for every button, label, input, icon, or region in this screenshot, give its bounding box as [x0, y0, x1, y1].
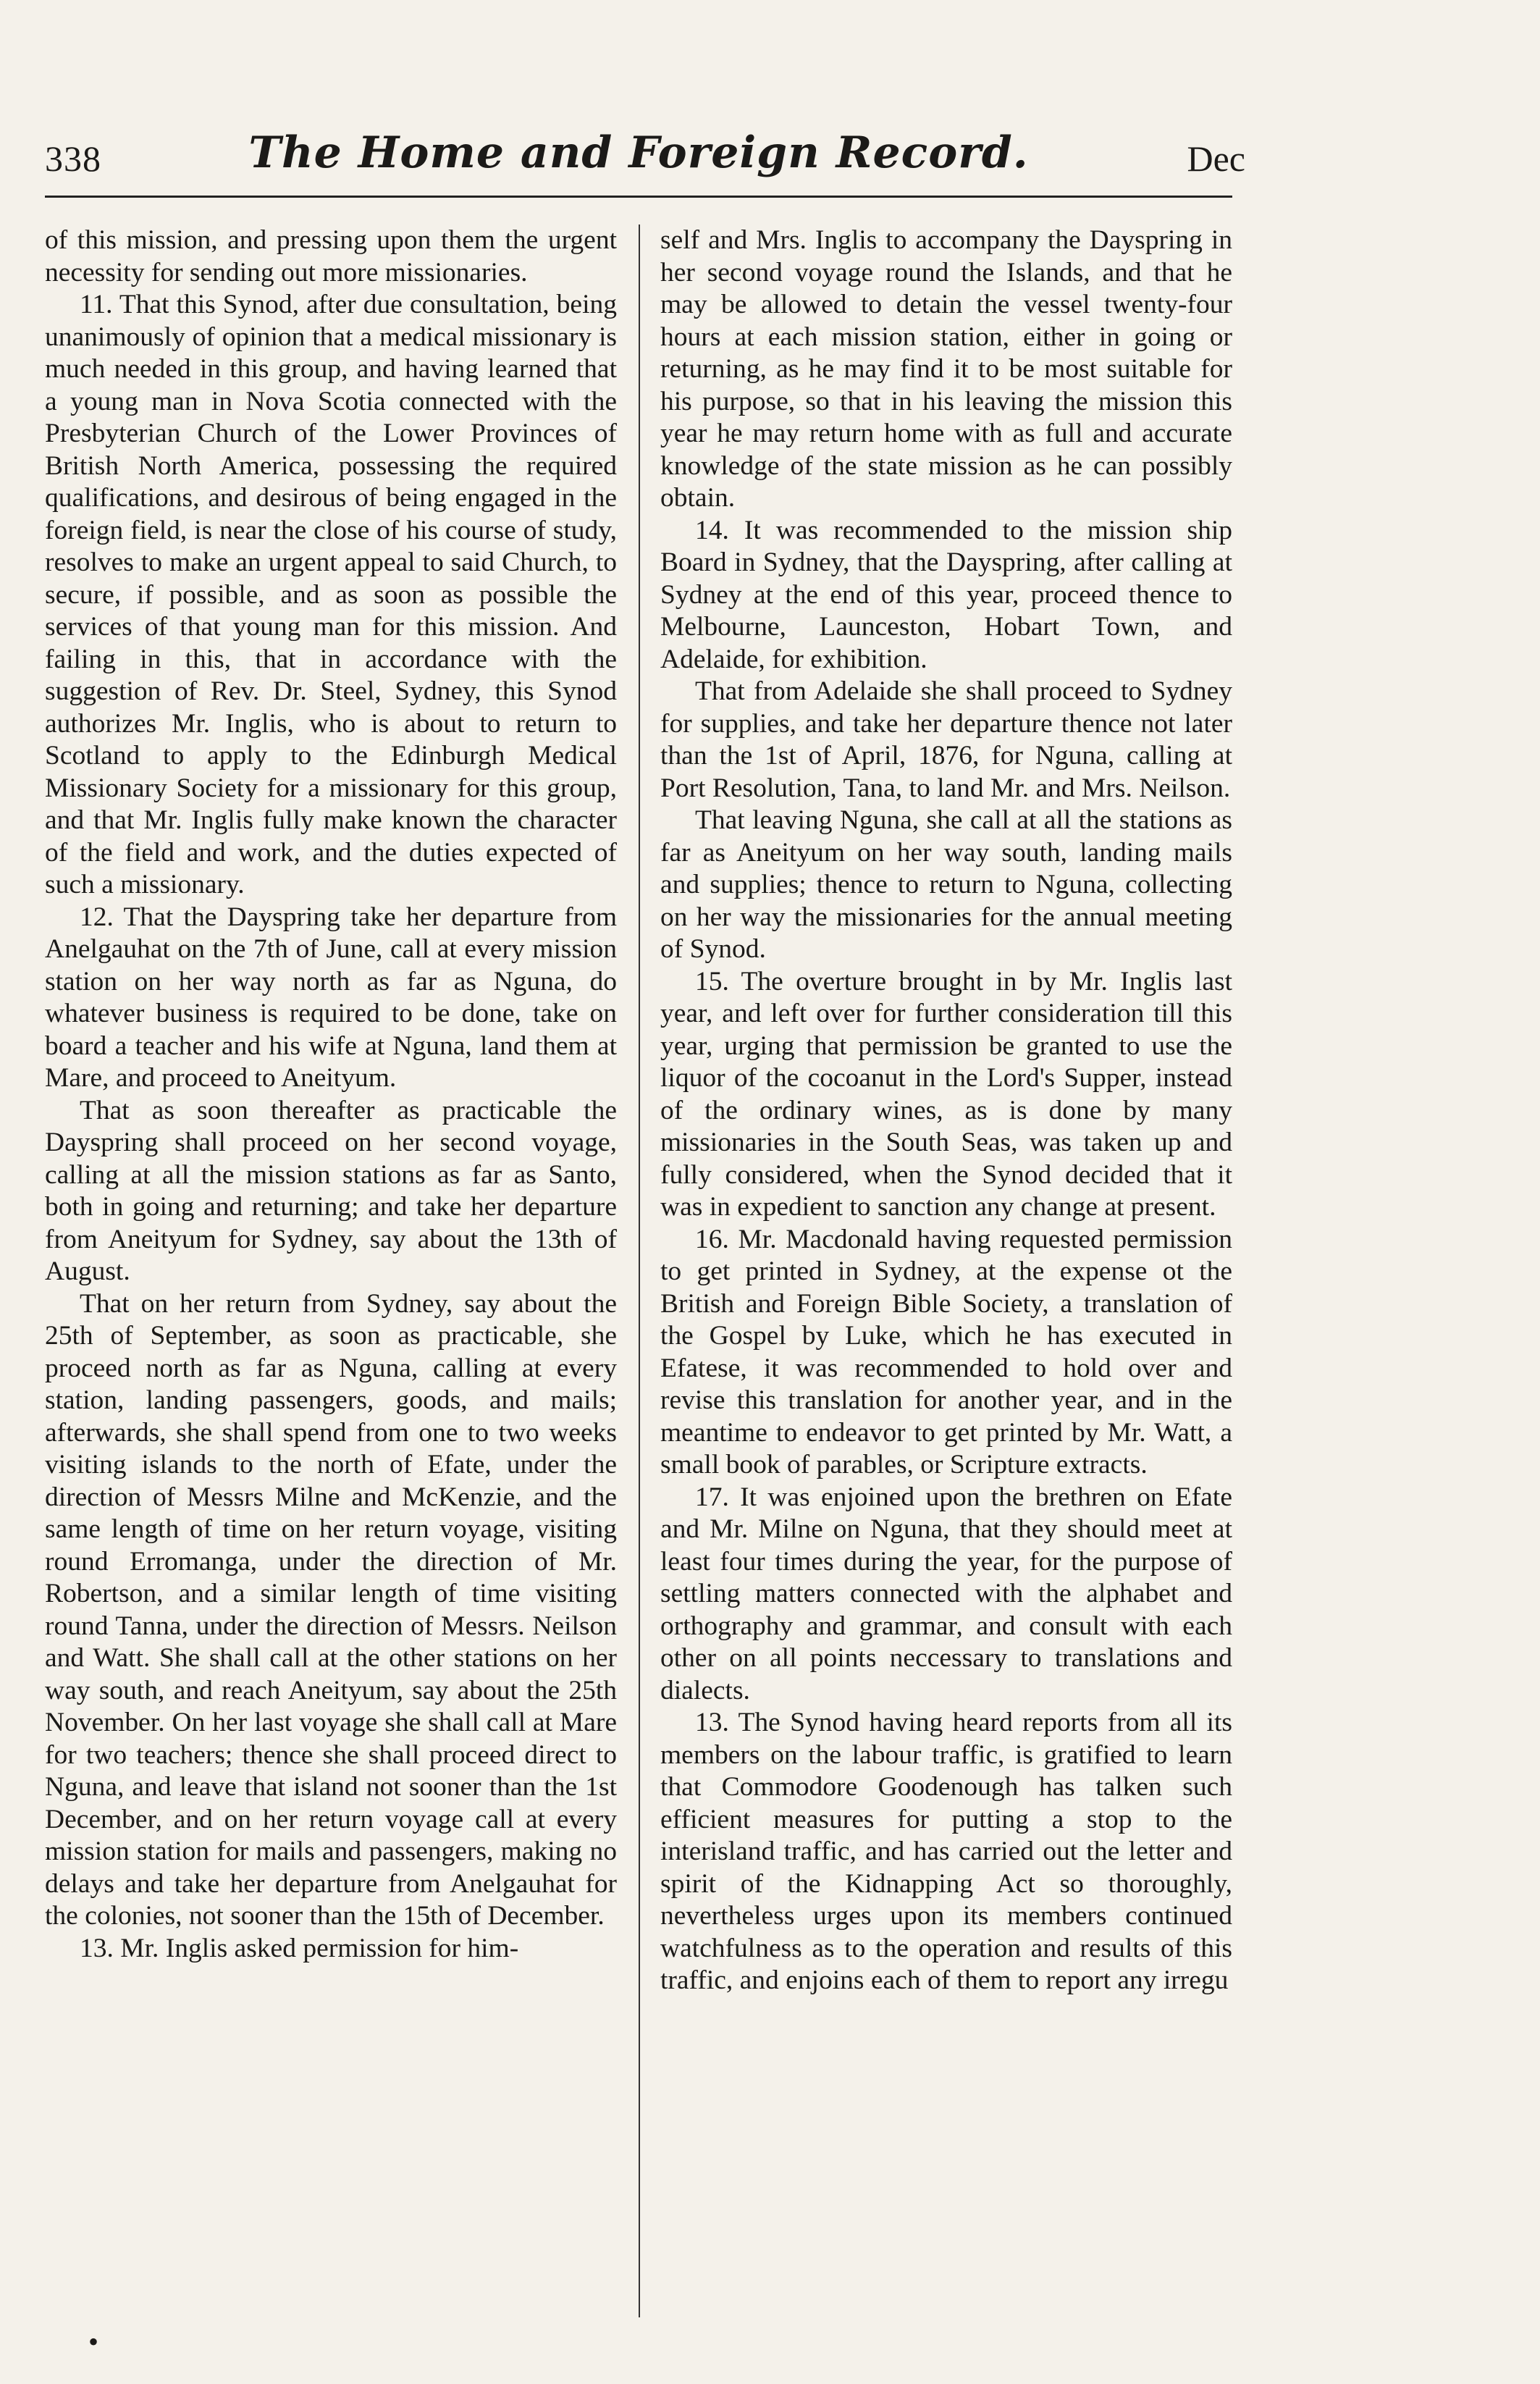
paragraph: 15. The overture brought in by Mr. Inglis last year, and left over for further consideration till this year, urging that permission be granted to use the liquor of the cocoanut in the Lord's Supper, instead of the ordinary wines, as is done by many missionaries in the South Seas, was taken up and fully considered, when the Synod decided that it was in expedient to sanction any change at present.: [660, 966, 1232, 1222]
header-rule: [45, 196, 1232, 198]
paragraph: 11. That this Synod, after due consultation, being unanimously of opinion that a medical missionary is much needed in this group, and having learned that a young man in Nova Scotia connected with the Presbyterian Church of the Lower Provinces of British North America, possessing the required qualifications, and desirous of being engaged in the foreign field, is near the close of his course of study, resolves to make an urgent appeal to said Church, to secure, if possible, and as soon as possible the services of that young man for this mission. And failing in this, that in accordance with the suggestion of Rev. Dr. Steel, Sydney, this Synod authorizes Mr. Inglis, who is about to return to Scotland to apply to the Edinburgh Medical Missionary Society for a missionary for this group, and that Mr. Inglis fully make known the character of the field and work, and the duties expected of such a missionary.: [45, 290, 617, 899]
paragraph: That on her return from Sydney, say about the 25th of September, as soon as practicable, she proceed north as far as Nguna, calling at every station, landing passengers, goods, and mails; afterwards, she shall spend from one to two weeks visiting islands to the north of Efate, under the direction of Messrs Milne and McKenzie, and the same length of time on her return voyage, visiting round Erromanga, under the direction of Mr. Robertson, and a similar length of time visiting round Tanna, under the direction of Messrs. Neilson and Watt. She shall call at the other stations on her way south, and reach Aneityum, say about the 25th November. On her last voyage she shall call at Mare for two teachers; thence she shall proceed direct to Nguna, and leave that island not sooner than the 1st December, and on her return voyage call at every mission station for mails and passengers, making no delays and take her departure from Anelgauhat for the colonies, not sooner than the 15th of December.: [45, 1288, 617, 1931]
document-page: [45, 123, 1245, 2358]
paragraph: 17. It was enjoined upon the brethren on Efate and Mr. Milne on Nguna, that they should meet at least four times during the year, for the purpose of settling matters connected with the alphabet and orthography and grammar, and consult with each other on all points neccessary to translations and dialects.: [660, 1482, 1232, 1705]
page-header: [45, 123, 1245, 210]
paragraph: 16. Mr. Macdonald having requested permission to get printed in Sydney, at the expense ot the British and Foreign Bible Society, a translation of the Gospel by Luke, which he has executed in Efatese, it was recommended to hold over and revise this translation for another year, and in the meantime to endeavor to get printed by Mr. Watt, a small book of parables, or Scripture extracts.: [660, 1224, 1232, 1479]
running-title: The Home and Foreign Record.: [248, 127, 1029, 178]
paragraph: That as soon thereafter as practicable the Dayspring shall proceed on her second voyage, calling at all the mission stations as far as Santo, both in going and returning; and take her departure from Aneityum for Sydney, say about the 13th of August.: [45, 1095, 617, 1286]
right-column: [660, 224, 1232, 1997]
paragraph: That leaving Nguna, she call at all the stations as far as Aneityum on her way south, landing mails and supplies; thence to return to Nguna, collecting on her way the missionaries for the annual meeting of Synod.: [660, 805, 1232, 964]
paragraph: 13. Mr. Inglis asked permission for him-: [80, 1933, 519, 1963]
ink-dot-mark: •: [88, 2325, 99, 2358]
paragraph: self and Mrs. Inglis to accompany the Dayspring in her second voyage round the Islands, and that he may be allowed to detain the vessel twenty-four hours at each mission station, either in going or returning, as he may find it to be most suitable for his purpose, so that in his leaving the mission this year he may return home with as full and accurate knowledge of the state mission as he can possibly obtain.: [660, 225, 1232, 513]
page-number: 338: [45, 138, 101, 179]
paragraph: 14. It was recommended to the mission ship Board in Sydney, that the Dayspring, after calling at Sydney at the end of this year, proceed thence to Melbourne, Launceston, Hobart Town, and Adelaide, for exhibition.: [660, 515, 1232, 674]
paragraph: of this mission, and pressing upon them the urgent necessity for sending out more missionaries.: [45, 225, 617, 287]
column-divider: [639, 224, 640, 2317]
paragraph: That from Adelaide she shall proceed to Sydney for supplies, and take her departure thence not later than the 1st of April, 1876, for Nguna, calling at Port Resolution, Tana, to land Mr. and Mrs. Neilson.: [660, 676, 1232, 803]
left-column: [45, 224, 617, 1965]
paragraph: 13. The Synod having heard reports from all its members on the labour traffic, is gratified to learn that Commodore Goodenough has talken such efficient measures for putting a stop to the interisland traffic, and has carried out the letter and spirit of the Kidnapping Act so thoroughly, nevertheless urges upon its members continued watchfulness as to the operation and results of this traffic, and enjoins each of them to report any irregu: [660, 1708, 1232, 1995]
paragraph: 12. That the Dayspring take her departure from Anelgauhat on the 7th of June, call at every mission station on her way north as far as Nguna, do whatever business is required to be done, take on board a teacher and his wife at Nguna, land them at Mare, and proceed to Aneityum.: [45, 902, 617, 1093]
month-label: Dec: [1187, 138, 1245, 179]
